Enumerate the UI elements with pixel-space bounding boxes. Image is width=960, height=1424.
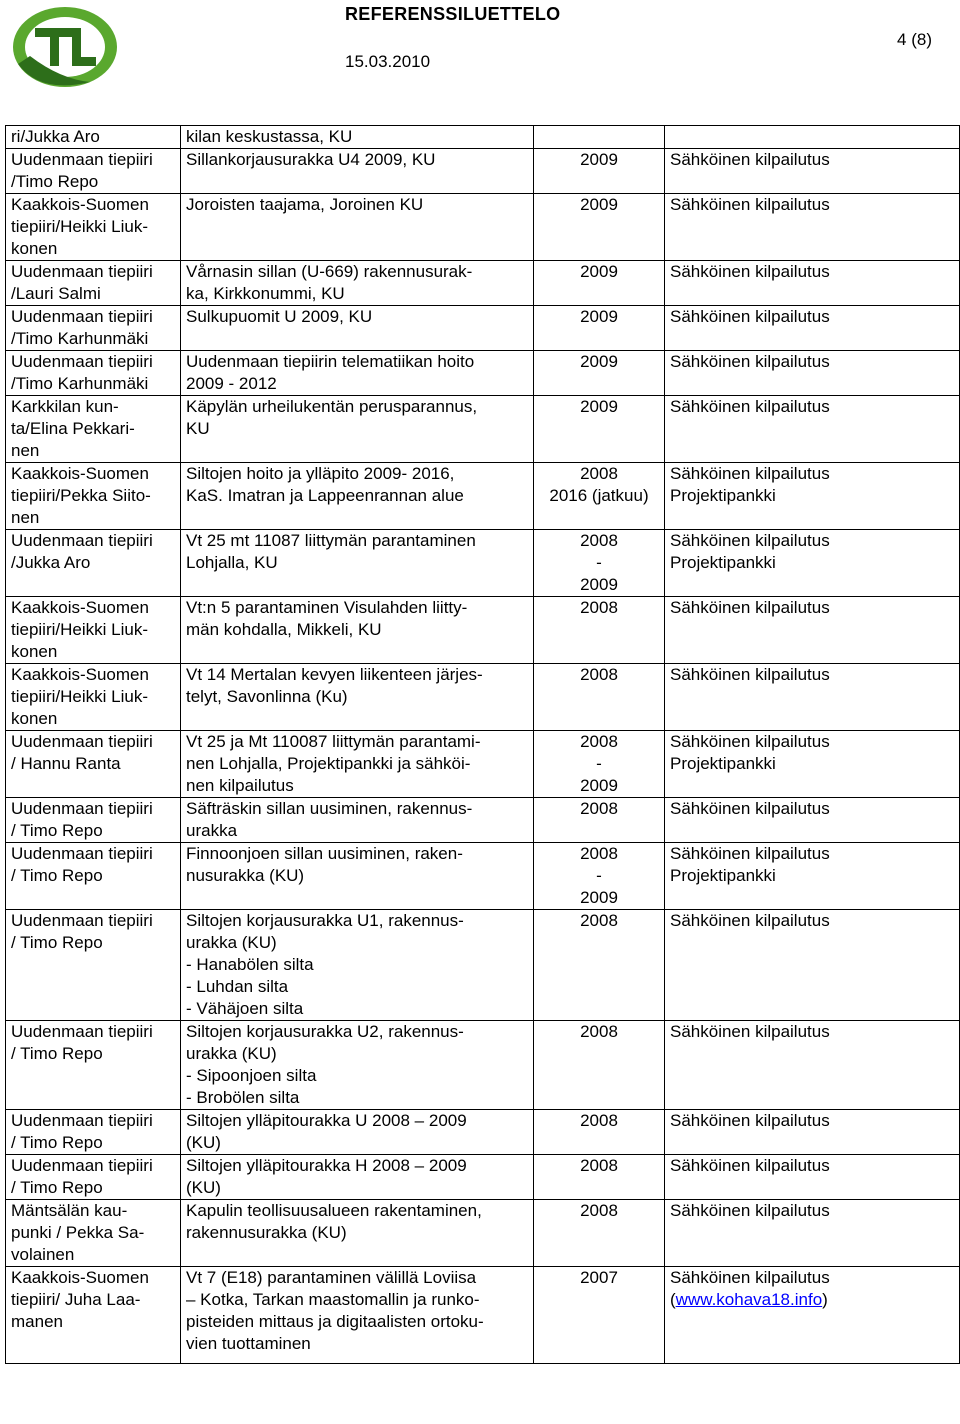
website-link[interactable]: www.kohava18.info — [675, 1290, 823, 1309]
client-cell — [6, 396, 181, 463]
project-cell — [181, 910, 534, 1021]
project-cell — [181, 530, 534, 597]
table-row — [6, 1110, 960, 1155]
year-cell-text: 2007 — [580, 1268, 618, 1287]
project-cell — [181, 463, 534, 530]
method-cell-text: Sähköinen kilpailutus — [670, 1111, 830, 1130]
project-cell-text: Säfträskin sillan uusiminen, rakennus- urakka — [186, 799, 473, 840]
year-cell-text: 2008 — [580, 799, 618, 818]
year-cell — [534, 731, 665, 798]
method-cell-text: Sähköinen kilpailutus — [670, 911, 830, 930]
method-cell — [665, 1155, 960, 1200]
table-row — [6, 351, 960, 396]
method-cell — [665, 194, 960, 261]
table-row — [6, 1021, 960, 1110]
year-cell-text: 2008 — [580, 1201, 618, 1220]
client-cell-text: Mäntsälän kau- punki / Pekka Sa- volainen — [11, 1201, 145, 1264]
year-cell — [534, 664, 665, 731]
year-cell — [534, 463, 665, 530]
method-cell — [665, 731, 960, 798]
table-row — [6, 664, 960, 731]
client-cell-text: Karkkilan kun- ta/Elina Pekkari- nen — [11, 397, 135, 460]
year-cell-text: 2008 — [580, 1156, 618, 1175]
method-cell-text: Sähköinen kilpailutus — [670, 1022, 830, 1041]
method-cell — [665, 396, 960, 463]
project-cell — [181, 1155, 534, 1200]
project-cell-text: Finnoonjoen sillan uusiminen, raken- nusurakka (KU) — [186, 844, 463, 885]
table-row — [6, 731, 960, 798]
year-cell — [534, 1200, 665, 1267]
method-cell-text: Sähköinen kilpailutus — [670, 1201, 830, 1220]
client-cell-text: Uudenmaan tiepiiri /Timo Karhunmäki — [11, 352, 153, 393]
project-cell — [181, 731, 534, 798]
project-cell-text: Siltojen ylläpitourakka U 2008 – 2009 (KU) — [186, 1111, 467, 1152]
year-cell — [534, 306, 665, 351]
project-cell-text: Siltojen korjausurakka U2, rakennus- urakka (KU) - Sipoonjoen silta - Brobölen silta — [186, 1022, 464, 1107]
project-cell — [181, 194, 534, 261]
project-cell-text: Vt 25 mt 11087 liittymän parantaminen Lohjalla, KU — [186, 531, 476, 572]
client-cell — [6, 597, 181, 664]
method-cell-text: Sähköinen kilpailutus — [670, 150, 830, 169]
method-cell — [665, 530, 960, 597]
year-cell — [534, 843, 665, 910]
client-cell — [6, 843, 181, 910]
year-cell-text: 2008 2016 (jatkuu) — [549, 464, 649, 505]
project-cell — [181, 1021, 534, 1110]
method-cell — [665, 1267, 960, 1364]
client-cell — [6, 149, 181, 194]
year-cell — [534, 910, 665, 1021]
table-row — [6, 396, 960, 463]
year-cell — [534, 149, 665, 194]
client-cell-text: Kaakkois-Suomen tiepiiri/ Juha Laa- manen — [11, 1268, 149, 1331]
year-cell — [534, 351, 665, 396]
table-row — [6, 261, 960, 306]
year-cell — [534, 396, 665, 463]
client-cell — [6, 1110, 181, 1155]
page-number: 4 (8) — [897, 30, 932, 49]
method-cell — [665, 126, 960, 149]
project-cell — [181, 126, 534, 149]
project-cell — [181, 1110, 534, 1155]
year-cell — [534, 126, 665, 149]
year-cell — [534, 1267, 665, 1364]
method-cell-text: Sähköinen kilpailutus — [670, 397, 830, 416]
method-cell — [665, 261, 960, 306]
table-row — [6, 798, 960, 843]
project-cell-text: Vårnasin sillan (U-669) rakennusurak- ka, Kirkkonummi, KU — [186, 262, 473, 303]
client-cell-text: Kaakkois-Suomen tiepiiri/Heikki Liuk- konen — [11, 665, 149, 728]
method-cell-text: Sähköinen kilpailutus Projektipankki — [670, 464, 830, 505]
year-cell-text: 2009 — [580, 397, 618, 416]
client-cell — [6, 910, 181, 1021]
method-cell — [665, 463, 960, 530]
year-cell-text: 2008 — [580, 665, 618, 684]
project-cell-text: Siltojen hoito ja ylläpito 2009- 2016, KaS. Imatran ja Lappeenrannan alue — [186, 464, 464, 505]
project-cell — [181, 597, 534, 664]
method-cell — [665, 798, 960, 843]
client-cell-text: Uudenmaan tiepiiri / Timo Repo — [11, 844, 153, 885]
project-cell — [181, 149, 534, 194]
method-cell — [665, 351, 960, 396]
project-cell-text: Sillankorjausurakka U4 2009, KU — [186, 150, 436, 169]
method-cell — [665, 910, 960, 1021]
project-cell — [181, 798, 534, 843]
client-cell — [6, 463, 181, 530]
year-cell-text: 2009 — [580, 150, 618, 169]
client-cell-text: Uudenmaan tiepiiri / Timo Repo — [11, 1022, 153, 1063]
client-cell — [6, 261, 181, 306]
method-cell-text: Sähköinen kilpailutus — [670, 195, 830, 214]
method-cell — [665, 843, 960, 910]
link-suffix: ) — [822, 1290, 828, 1309]
method-cell — [665, 1200, 960, 1267]
link-prefix: ( — [670, 1290, 676, 1309]
year-cell-text: 2008 — [580, 598, 618, 617]
table-row — [6, 1267, 960, 1364]
client-cell-text: Uudenmaan tiepiiri / Hannu Ranta — [11, 732, 153, 773]
client-cell — [6, 1021, 181, 1110]
method-cell — [665, 1021, 960, 1110]
method-cell — [665, 1110, 960, 1155]
method-cell-text: Sähköinen kilpailutus — [670, 307, 830, 326]
project-cell — [181, 843, 534, 910]
method-cell-text: Sähköinen kilpailutus — [670, 352, 830, 371]
project-cell-text: Joroisten taajama, Joroinen KU — [186, 195, 424, 214]
client-cell — [6, 530, 181, 597]
client-cell — [6, 1200, 181, 1267]
method-cell-text: Sähköinen kilpailutus Projektipankki — [670, 732, 830, 773]
table-row — [6, 1155, 960, 1200]
project-cell-text: kilan keskustassa, KU — [186, 127, 353, 146]
table-row — [6, 910, 960, 1021]
project-cell-text: Vt 7 (E18) parantaminen välillä Loviisa – Kotka, Tarkan maastomallin ja runko- pisteiden mittaus ja digitaalisten ortoku- vien tuottaminen — [186, 1268, 484, 1353]
table-row — [6, 306, 960, 351]
client-cell — [6, 126, 181, 149]
table-row — [6, 149, 960, 194]
tl-logo-icon — [10, 4, 120, 90]
table-row — [6, 194, 960, 261]
company-logo — [10, 4, 120, 90]
client-cell — [6, 1155, 181, 1200]
method-cell — [665, 664, 960, 731]
year-cell-text: 2008 — [580, 1022, 618, 1041]
project-cell-text: Käpylän urheilukentän perusparannus, KU — [186, 397, 478, 438]
table-row — [6, 843, 960, 910]
year-cell — [534, 597, 665, 664]
year-cell-text: 2009 — [580, 307, 618, 326]
client-cell-text: Kaakkois-Suomen tiepiiri/Heikki Liuk- konen — [11, 195, 149, 258]
reference-table — [5, 125, 960, 1364]
table-row — [6, 126, 960, 149]
project-cell — [181, 664, 534, 731]
project-cell-text: Vt 25 ja Mt 110087 liittymän parantami- nen Lohjalla, Projektipankki ja sähköi- nen kilpailutus — [186, 732, 481, 795]
year-cell — [534, 1021, 665, 1110]
table-row — [6, 597, 960, 664]
year-cell-text: 2008 — [580, 911, 618, 930]
project-cell-text: Uudenmaan tiepiirin telematiikan hoito 2009 - 2012 — [186, 352, 475, 393]
method-cell-text: Sähköinen kilpailutus — [670, 1156, 830, 1175]
year-cell — [534, 1155, 665, 1200]
method-cell-text: Sähköinen kilpailutus — [670, 262, 830, 281]
method-cell-text: Sähköinen kilpailutus Projektipankki — [670, 844, 830, 885]
client-cell-text: Kaakkois-Suomen tiepiiri/Heikki Liuk- konen — [11, 598, 149, 661]
year-cell-text: 2009 — [580, 352, 618, 371]
project-cell-text: Siltojen korjausurakka U1, rakennus- urakka (KU) - Hanabölen silta - Luhdan silta - Vähäjoen silta — [186, 911, 464, 1018]
year-cell — [534, 261, 665, 306]
year-cell — [534, 1110, 665, 1155]
year-cell — [534, 798, 665, 843]
client-cell-text: Uudenmaan tiepiiri / Timo Repo — [11, 1156, 153, 1197]
method-cell-text: Sähköinen kilpailutus — [670, 799, 830, 818]
client-cell-text: Uudenmaan tiepiiri / Timo Repo — [11, 799, 153, 840]
project-cell-text: Kapulin teollisuusalueen rakentaminen, rakennusurakka (KU) — [186, 1201, 482, 1242]
client-cell — [6, 731, 181, 798]
document-title: REFERENSSILUETTELO — [345, 4, 561, 24]
client-cell — [6, 306, 181, 351]
method-cell — [665, 149, 960, 194]
project-cell — [181, 261, 534, 306]
year-cell — [534, 194, 665, 261]
project-cell — [181, 396, 534, 463]
method-cell-text: Sähköinen kilpailutus Projektipankki — [670, 531, 830, 572]
project-cell — [181, 351, 534, 396]
method-cell-text: Sähköinen kilpailutus — [670, 598, 830, 617]
client-cell — [6, 351, 181, 396]
project-cell — [181, 1267, 534, 1364]
document-date: 15.03.2010 — [345, 52, 431, 71]
method-cell — [665, 597, 960, 664]
client-cell-text: Uudenmaan tiepiiri /Timo Karhunmäki — [11, 307, 153, 348]
table-row — [6, 1200, 960, 1267]
project-cell — [181, 306, 534, 351]
project-cell-text: Sulkupuomit U 2009, KU — [186, 307, 373, 326]
client-cell-text: Uudenmaan tiepiiri / Timo Repo — [11, 911, 153, 952]
method-cell-text: Sähköinen kilpailutus — [670, 665, 830, 684]
client-cell-text: Kaakkois-Suomen tiepiiri/Pekka Siito- nen — [11, 464, 151, 527]
method-cell — [665, 306, 960, 351]
client-cell — [6, 798, 181, 843]
year-cell-text: 2008 - 2009 — [580, 531, 618, 594]
year-cell-text: 2009 — [580, 195, 618, 214]
method-cell-text: Sähköinen kilpailutus — [670, 1268, 830, 1287]
client-cell-text: Uudenmaan tiepiiri /Lauri Salmi — [11, 262, 153, 303]
year-cell-text: 2008 - 2009 — [580, 844, 618, 907]
project-cell-text: Vt:n 5 parantaminen Visulahden liitty- män kohdalla, Mikkeli, KU — [186, 598, 468, 639]
year-cell-text: 2009 — [580, 262, 618, 281]
project-cell — [181, 1200, 534, 1267]
client-cell-text: Uudenmaan tiepiiri /Timo Repo — [11, 150, 153, 191]
project-cell-text: Vt 14 Mertalan kevyen liikenteen järjes- telyt, Savonlinna (Ku) — [186, 665, 483, 706]
project-cell-text: Siltojen ylläpitourakka H 2008 – 2009 (KU) — [186, 1156, 467, 1197]
client-cell-text: Uudenmaan tiepiiri /Jukka Aro — [11, 531, 153, 572]
client-cell — [6, 194, 181, 261]
client-cell-text: Uudenmaan tiepiiri / Timo Repo — [11, 1111, 153, 1152]
year-cell — [534, 530, 665, 597]
table-row — [6, 530, 960, 597]
client-cell — [6, 664, 181, 731]
year-cell-text: 2008 — [580, 1111, 618, 1130]
reference-table-body — [6, 126, 960, 1364]
client-cell-text: ri/Jukka Aro — [11, 127, 100, 146]
client-cell — [6, 1267, 181, 1364]
year-cell-text: 2008 - 2009 — [580, 732, 618, 795]
table-row — [6, 463, 960, 530]
